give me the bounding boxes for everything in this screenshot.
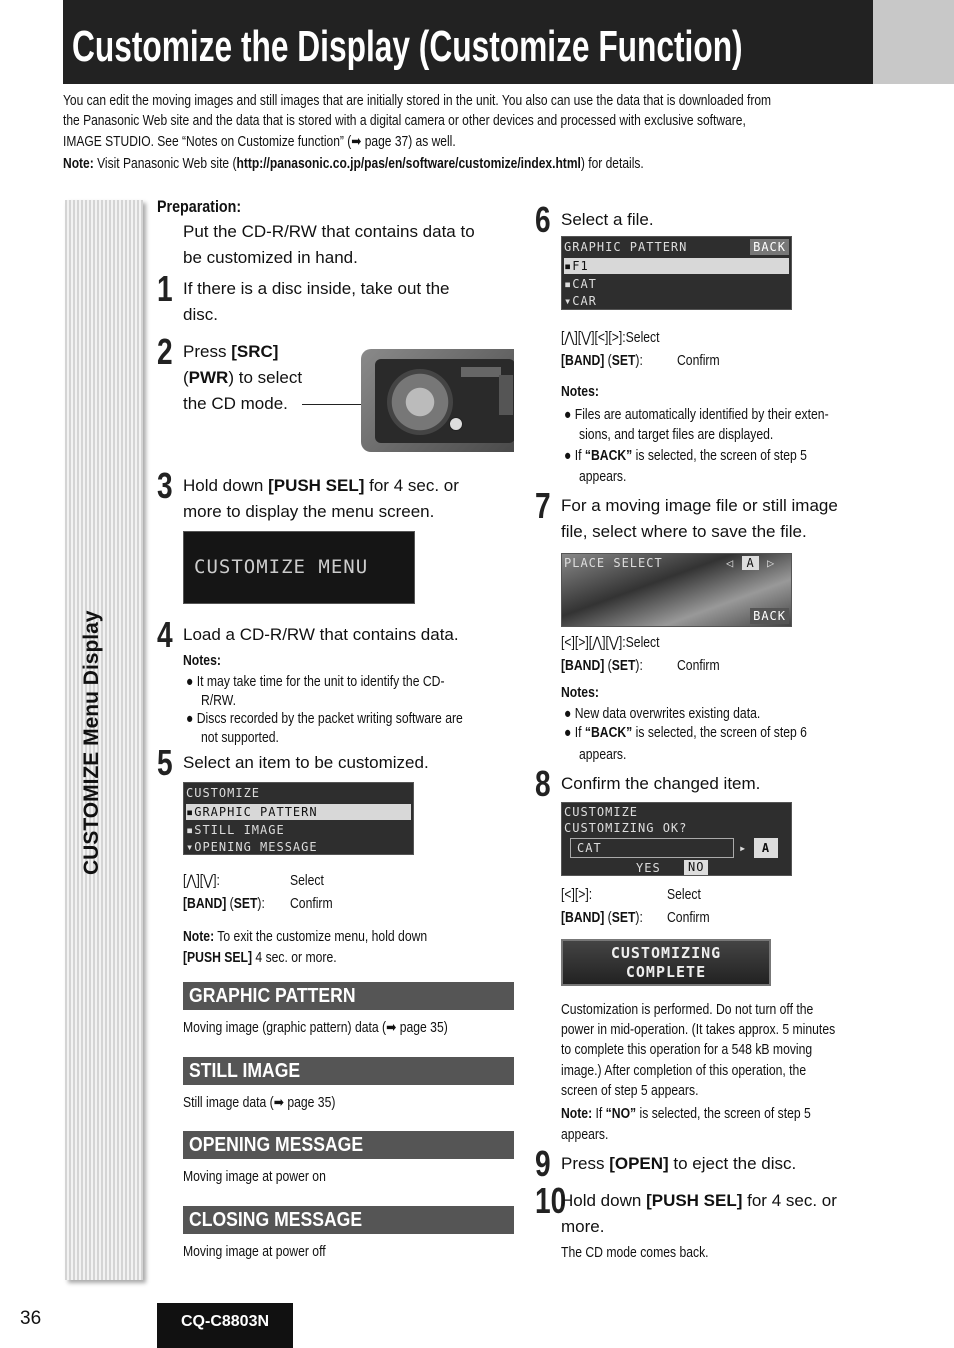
step-5-key-select-value: Select bbox=[290, 873, 324, 889]
step-7-line-2: file, select where to save the file. bbox=[561, 522, 807, 541]
step-7-note-2b: appears. bbox=[579, 747, 627, 763]
step-1-line-1: If there is a disc inside, take out the bbox=[183, 279, 450, 298]
step-7-notes-label: Notes: bbox=[561, 685, 599, 701]
section-header-closing-message: CLOSING MESSAGE bbox=[183, 1206, 514, 1234]
step-6-key-select: [⋀][⋁][<][>]:Select bbox=[561, 330, 660, 346]
customize-list-screen: CUSTOMIZE ▪GRAPHIC PATTERN ▪STILL IMAGE ▾OPENING MESSAGE bbox=[183, 782, 414, 855]
chevron-left-icon: ◁ bbox=[726, 556, 735, 570]
step-8-para-2: power in mid-operation. (It takes approx. 5 minutes bbox=[561, 1022, 836, 1038]
slot-selector: ◁ A ▷ bbox=[726, 556, 776, 570]
sidebar-strip bbox=[65, 200, 143, 1280]
intro-note: Note: Visit Panasonic Web site (http://panasonic.co.jp/pas/en/software/customize/index.html) for details. bbox=[63, 156, 644, 172]
page-title: Customize the Display (Customize Function) bbox=[72, 22, 743, 71]
step-7-line-1: For a moving image file or still image bbox=[561, 496, 838, 515]
page-number: 36 bbox=[20, 1308, 42, 1329]
bullet-icon: ● bbox=[564, 725, 572, 741]
step-5-key-confirm-value: Confirm bbox=[290, 896, 333, 912]
step-8-key-select-value: Select bbox=[667, 887, 701, 903]
step-8-para-4: image.) After completion of this operation, the bbox=[561, 1063, 807, 1079]
step-10-line-2: more. bbox=[561, 1217, 605, 1236]
model-badge: CQ-C8803N bbox=[157, 1303, 293, 1348]
step-6-key-confirm-value: Confirm bbox=[677, 353, 720, 369]
section-desc-opening-message: Moving image at power on bbox=[183, 1169, 326, 1185]
step-6-note-1b: sions, and target files are displayed. bbox=[579, 427, 774, 443]
step-number-6: 6 bbox=[535, 199, 551, 240]
head-unit-illustration bbox=[361, 349, 514, 452]
step-2-line-3: the CD mode. bbox=[183, 394, 288, 413]
src-button-icon bbox=[449, 417, 463, 431]
triangle-right-icon: ▸ bbox=[739, 841, 748, 855]
step-6-notes-label: Notes: bbox=[561, 384, 599, 400]
step-number-1: 1 bbox=[157, 268, 173, 309]
step-8-key-confirm-value: Confirm bbox=[667, 910, 710, 926]
chevron-right-icon: ▷ bbox=[766, 556, 776, 570]
step-9-text: Press [OPEN] to eject the disc. bbox=[561, 1154, 797, 1173]
lcd-name-field: CAT bbox=[570, 838, 734, 858]
step-4-note-2a: ● Discs recorded by the packet writing software are bbox=[186, 711, 463, 727]
lcd-file-cat: CAT bbox=[572, 277, 597, 291]
step-5-key-confirm: [BAND] (SET): bbox=[183, 896, 265, 912]
step-8-key-confirm: [BAND] (SET): bbox=[561, 910, 643, 926]
step-2-line-2: (PWR) to select bbox=[183, 368, 303, 387]
step-10-result: The CD mode comes back. bbox=[561, 1245, 709, 1261]
step-1-line-2: disc. bbox=[183, 305, 218, 324]
section-header-graphic-pattern: GRAPHIC PATTERN bbox=[183, 982, 514, 1010]
step-6-note-1a: ● Files are automatically identified by their exten- bbox=[564, 407, 829, 423]
intro-line-1: You can edit the moving images and still images that are initially stored in the unit. You also can use the data that is downloaded from bbox=[63, 93, 772, 109]
step-10-line-1: Hold down [PUSH SEL] for 4 sec. or bbox=[561, 1191, 837, 1210]
step-5-note-line-1: Note: To exit the customize menu, hold down bbox=[183, 929, 428, 945]
intro-line-2: the Panasonic Web site and the data that is stored with a digital camera or other devices and processed with exclusive software, bbox=[63, 113, 746, 129]
step-number-7: 7 bbox=[535, 485, 551, 526]
step-8-note-2: appears. bbox=[561, 1127, 609, 1143]
step-number-9: 9 bbox=[535, 1143, 551, 1184]
step-5-note-line-2: [PUSH SEL] 4 sec. or more. bbox=[183, 950, 337, 966]
step-6-note-2b: appears. bbox=[579, 469, 627, 485]
sidebar-label: CUSTOMIZE Menu Display bbox=[80, 610, 103, 875]
arrow-icon: ➡ bbox=[386, 1020, 397, 1036]
step-8-para-3: to complete this operation for a 548 kB moving bbox=[561, 1042, 813, 1058]
lcd-back-button: BACK bbox=[750, 239, 789, 255]
step-2-line-1: Press [SRC] bbox=[183, 342, 279, 361]
step-3-line-2: more to display the menu screen. bbox=[183, 502, 435, 521]
section-header-opening-message: OPENING MESSAGE bbox=[183, 1131, 514, 1159]
section-desc-closing-message: Moving image at power off bbox=[183, 1244, 326, 1260]
lcd-item-opening-message: OPENING MESSAGE bbox=[194, 840, 318, 854]
step-number-2: 2 bbox=[157, 331, 173, 372]
arrow-icon: ➡ bbox=[273, 1095, 284, 1111]
intro-line-3: IMAGE STUDIO. See “Notes on Customize function” (➡ page 37) as well. bbox=[63, 134, 456, 150]
lcd-file-f1: F1 bbox=[572, 259, 589, 273]
section-desc-graphic-pattern: Moving image (graphic pattern) data (➡ page 35) bbox=[183, 1020, 448, 1036]
lcd-back-button: BACK bbox=[750, 608, 789, 624]
step-6-text: Select a file. bbox=[561, 210, 654, 229]
lcd-slot: A bbox=[754, 838, 778, 858]
step-4-note-1a: ● It may take time for the unit to identify the CD- bbox=[186, 674, 445, 690]
lcd-item-still-image: STILL IMAGE bbox=[194, 823, 285, 837]
section-header-still-image: STILL IMAGE bbox=[183, 1057, 514, 1085]
title-accent bbox=[873, 0, 954, 84]
customizing-complete-screen: CUSTOMIZING COMPLETE bbox=[561, 939, 771, 986]
step-8-note-1: Note: If “NO” is selected, the screen of step 5 bbox=[561, 1106, 811, 1122]
file-select-screen: GRAPHIC PATTERN BACK ▪F1 ▪CAT ▾CAR bbox=[561, 236, 792, 310]
step-8-para-5: screen of step 5 appears. bbox=[561, 1083, 699, 1099]
step-4-note-2b: not supported. bbox=[201, 730, 279, 746]
arrow-icon: ➡ bbox=[351, 134, 362, 150]
place-select-screen: PLACE SELECT ◁ A ▷ BACK bbox=[561, 553, 792, 627]
step-number-4: 4 bbox=[157, 614, 173, 655]
step-8-para-1: Customization is performed. Do not turn off the bbox=[561, 1002, 814, 1018]
bullet-icon: ● bbox=[564, 407, 572, 423]
confirm-screen: CUSTOMIZE CUSTOMIZING OK? CAT ▸ A YES NO bbox=[561, 802, 792, 876]
web-link[interactable]: http://panasonic.co.jp/pas/en/software/customize/index.html bbox=[236, 156, 581, 172]
preparation-line-1: Put the CD-R/RW that contains data to bbox=[183, 222, 475, 241]
lcd-file-car: CAR bbox=[572, 294, 597, 308]
bullet-icon: ● bbox=[186, 711, 194, 727]
bullet-icon: ● bbox=[564, 706, 572, 722]
lcd-no-option: NO bbox=[684, 860, 708, 875]
lcd-item-graphic-pattern: GRAPHIC PATTERN bbox=[194, 805, 318, 819]
step-5-key-select: [⋀][⋁]: bbox=[183, 873, 220, 889]
step-6-key-confirm: [BAND] (SET): bbox=[561, 353, 643, 369]
step-number-3: 3 bbox=[157, 465, 173, 506]
step-4-text: Load a CD-R/RW that contains data. bbox=[183, 625, 459, 644]
step-6-note-2a: ● If “BACK” is selected, the screen of step 5 bbox=[564, 448, 807, 464]
dial-knob-icon bbox=[387, 369, 453, 435]
bullet-icon: ● bbox=[186, 674, 194, 690]
step-number-8: 8 bbox=[535, 763, 551, 804]
step-3-line-1: Hold down [PUSH SEL] for 4 sec. or bbox=[183, 476, 459, 495]
step-7-key-select: [<][>][⋀][⋁]:Select bbox=[561, 635, 660, 651]
preparation-line-2: be customized in hand. bbox=[183, 248, 358, 267]
preparation-label: Preparation: bbox=[157, 197, 242, 216]
step-number-5: 5 bbox=[157, 742, 173, 783]
lcd-yes-option: YES bbox=[636, 861, 661, 875]
step-7-note-1: ● New data overwrites existing data. bbox=[564, 706, 761, 722]
step-7-note-2a: ● If “BACK” is selected, the screen of step 6 bbox=[564, 725, 807, 741]
step-8-text: Confirm the changed item. bbox=[561, 774, 761, 793]
step-5-text: Select an item to be customized. bbox=[183, 753, 429, 772]
step-7-key-confirm: [BAND] (SET): bbox=[561, 658, 643, 674]
step-4-notes-label: Notes: bbox=[183, 653, 221, 669]
step-number-10: 10 bbox=[535, 1180, 567, 1221]
step-4-note-1b: R/RW. bbox=[201, 693, 236, 709]
customize-menu-screen: CUSTOMIZE MENU bbox=[183, 531, 415, 604]
bullet-icon: ● bbox=[564, 448, 572, 464]
section-desc-still-image: Still image data (➡ page 35) bbox=[183, 1095, 336, 1111]
step-7-key-confirm-value: Confirm bbox=[677, 658, 720, 674]
step-8-key-select: [<][>]: bbox=[561, 887, 593, 903]
